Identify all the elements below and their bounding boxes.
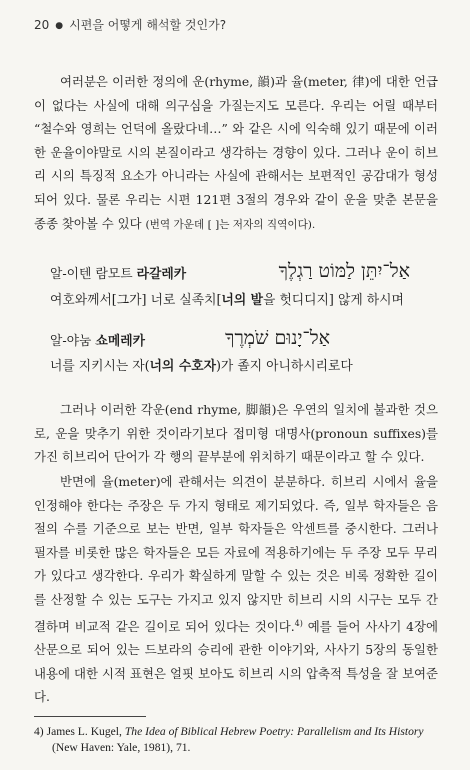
verse-2-hebrew: אַל־יָנוּם שֹׁמְרֶךָ bbox=[225, 327, 330, 349]
verse-2-translit-plain: 알-야눔 bbox=[50, 334, 96, 349]
verse-2-transliteration bbox=[50, 327, 440, 349]
verse-1-trans-b: 너의 발 bbox=[221, 293, 264, 308]
verse-2-trans-c: )가 졸지 아니하시리로다 bbox=[215, 359, 353, 374]
header-bullet-icon: ● bbox=[55, 21, 64, 31]
paragraph-text: 반면에 율(meter)에 관해서는 의견이 분분하다. 히브리 시에서 율을 인정해야 한다는 주장은 두 가지 형태로 제기되었다. 즉, 일부 학자들은 음절의 수를 기준으로 보는 반면, 일부 학자들은 악센트를 중시한다. 그러나 필자를 비롯한 많은 학자들은 모든 자료에 적용하기에는 두 주장 모두 무리가 있다고 생각한다. 우리가 확실하게 말할 수 있는 것은 비록 정확한 길이를 산정할 수 있는 도구는 가지고 있지 않지만 히브리 시의 시구는 모두 간결하며 비교적 같은 길이로 되어 있다는 것이다. bbox=[34, 474, 438, 634]
running-header bbox=[34, 16, 226, 33]
translation-note: (번역 가운데 [ ]는 저자의 직역이다). bbox=[145, 218, 316, 231]
verse-1-hebrew: אַל־יִתֵּן לַמּוֹט רַגְלֶךָ bbox=[278, 260, 410, 282]
verse-1-transliteration bbox=[50, 260, 440, 282]
verse-1-trans-a: 여호와께서[그가] 너로 실족치[ bbox=[50, 293, 222, 308]
paragraph-end-rhyme bbox=[34, 398, 438, 469]
paragraph-meter bbox=[34, 470, 438, 709]
verse-1-trans-c: 을 헛디디지] 않게 하시며 bbox=[263, 293, 404, 308]
paragraph-rhyme-meter bbox=[34, 70, 438, 237]
verse-2-trans-b: 너의 수호자 bbox=[149, 359, 216, 374]
paragraph-text-tail: 예를 들어 사사기 4장에 산문으로 되어 있는 드보라의 승리에 관한 이야기와, 사사기 5장의 동일한 내용에 대한 시적 표현은 얼핏 보아도 히브리 시의 압축적 특성을 잘 보여준다. bbox=[34, 618, 438, 705]
verse-2-translation bbox=[50, 355, 440, 374]
footnote-reference[interactable]: 4) bbox=[294, 618, 303, 628]
verse-1-translation bbox=[50, 289, 440, 308]
verse-1-translit-rhyme: 라갈레카 bbox=[136, 267, 187, 282]
paragraph-text: 여러분은 이러한 정의에 운(rhyme, 韻)과 율(meter, 律)에 대한 언급이 없다는 사실에 대해 의구심을 가질는지도 모른다. 우리는 어릴 때부터 “철수와 영희는 언덕에 올랐다네…” 와 같은 시에 익숙해 있기 때문에 이러한 운율이야말로 시의 본질이라고 생각하는 경향이 있다. 그러나 운이 히브리 시의 특징적 요소가 아니라는 사실에 관해서는 보편적인 공감대가 형성되어 있다. 물론 우리는 시편 121편 3절의 경우와 같이 운을 맞춘 본문을 종종 찾아볼 수 있다 bbox=[34, 74, 438, 231]
footnote-divider bbox=[34, 716, 146, 717]
footnote-number: 4) bbox=[34, 725, 44, 738]
book-title: 시편을 어떻게 해석할 것인가? bbox=[69, 18, 227, 32]
footnote-4 bbox=[34, 724, 438, 756]
footnote-book-title: The Idea of Biblical Hebrew Poetry: Parallelism and Its History bbox=[124, 725, 424, 738]
page-number: 20 bbox=[34, 18, 50, 32]
verse-2-trans-a: 너를 지키시는 자( bbox=[50, 359, 150, 374]
verse-1-translit-plain: 알-이텐 람모트 bbox=[50, 267, 137, 282]
footnote-author: James L. Kugel, bbox=[46, 725, 125, 738]
verse-2-translit-rhyme: 쇼메레카 bbox=[95, 334, 145, 349]
footnote-publication: (New Haven: Yale, 1981), 71. bbox=[52, 741, 191, 754]
paragraph-text: 그러나 이러한 각운(end rhyme, 脚韻)은 우연의 일치에 불과한 것으로, 운을 맞추기 위한 것이라기보다 접미형 대명사(pronoun suffixes)를 가진 히브리어 단어가 각 행의 끝부분에 위치하기 때문이라고 할 수 있다. bbox=[34, 402, 438, 465]
